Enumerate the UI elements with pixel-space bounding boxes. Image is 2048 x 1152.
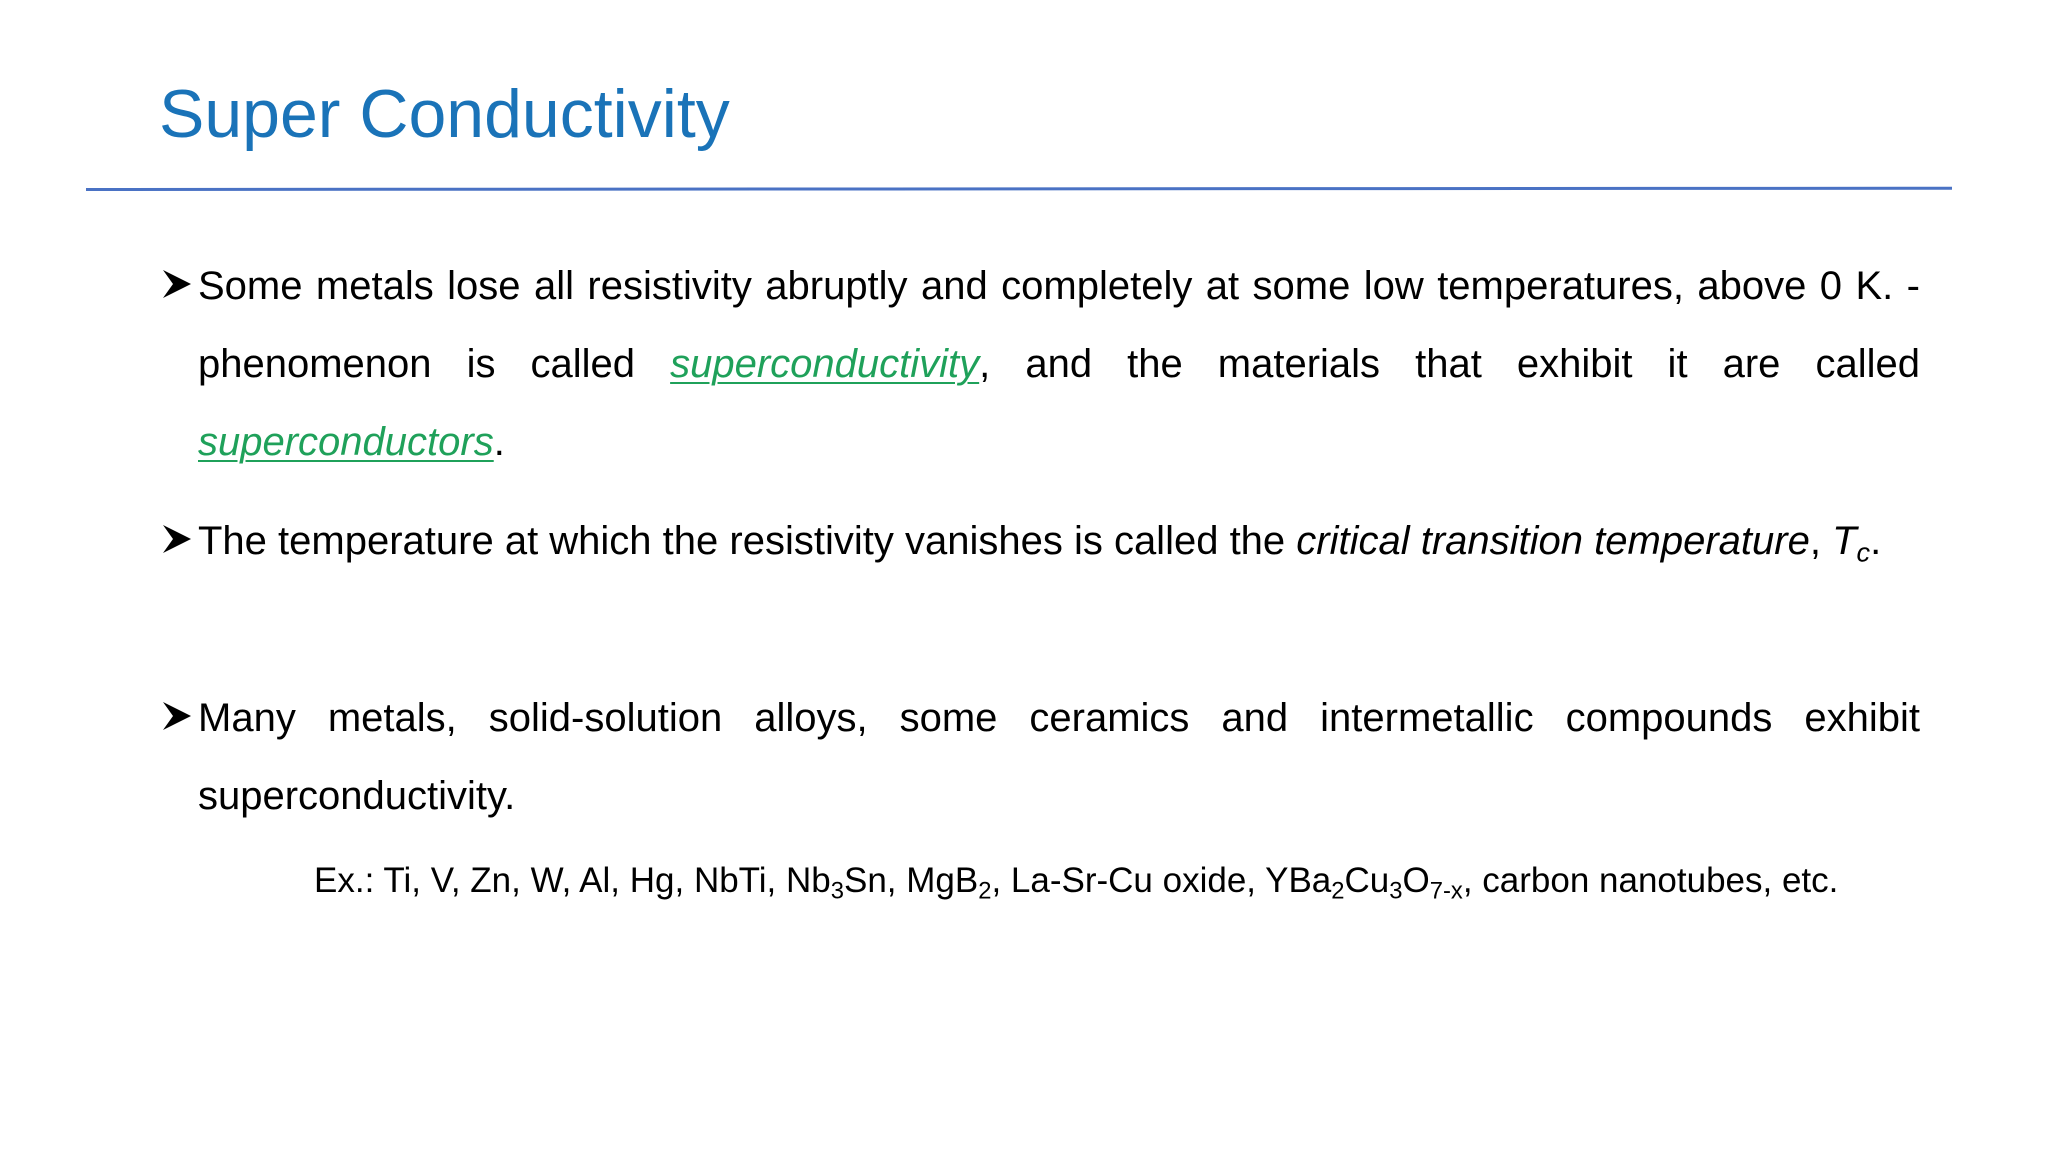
nb-subscript: 3 <box>830 877 844 905</box>
bullet-2-part-1: The temperature at which the resistivity vanishes is called the <box>198 519 1297 563</box>
example-tail: , carbon nanotubes, etc. <box>1462 861 1839 900</box>
term-superconductors-link[interactable]: superconductors <box>198 420 494 464</box>
slide-title: Super Conductivity <box>159 76 730 152</box>
bullet-critical-temperature <box>158 502 1920 580</box>
symbol-t: T <box>1832 519 1857 563</box>
o-subscript: 7-x <box>1429 877 1463 905</box>
bullet-text <box>198 502 1920 580</box>
example-lead: Ex.: Ti, V, Zn, W, Al, Hg, NbTi, Nb <box>314 861 831 900</box>
example-list <box>314 845 1920 916</box>
bullet-text <box>198 247 1920 481</box>
bullet-1-part-2: , and the materials that exhibit it are called <box>979 342 1920 386</box>
term-superconductivity-link[interactable]: superconductivity <box>670 342 980 386</box>
bullet-1-part-1: Some metals lose all resistivity abruptly and completely at some low temperatures, above 0 K. - phenomenon is called <box>198 264 1920 386</box>
example-mid: , La-Sr-Cu oxide, YBa <box>991 861 1332 900</box>
example-sn: Sn, MgB <box>843 861 979 900</box>
ba-subscript: 2 <box>1331 877 1345 905</box>
mg-subscript: 2 <box>978 877 992 905</box>
bullet-text: Many metals, solid-solution alloys, some ceramics and intermetallic compounds exhibit superconductivity. <box>198 696 1920 818</box>
bullet-2-part-3: . <box>1870 519 1882 563</box>
term-critical-transition-temperature: critical transition temperature <box>1296 519 1810 563</box>
bullet-2-part-2: , <box>1809 519 1833 563</box>
arrow-bullet-icon <box>158 679 198 757</box>
bullet-superconducting-materials <box>158 679 1920 835</box>
example-cu: Cu <box>1344 861 1390 900</box>
arrow-bullet-icon <box>158 502 198 580</box>
symbol-t-subscript: c <box>1856 536 1871 568</box>
arrow-bullet-icon <box>158 247 198 325</box>
cu-subscript: 3 <box>1389 877 1403 905</box>
bullet-superconductivity-definition <box>158 247 1920 481</box>
bullet-1-part-3: . <box>493 420 505 464</box>
title-divider <box>86 187 1952 191</box>
example-o: O <box>1402 861 1430 900</box>
